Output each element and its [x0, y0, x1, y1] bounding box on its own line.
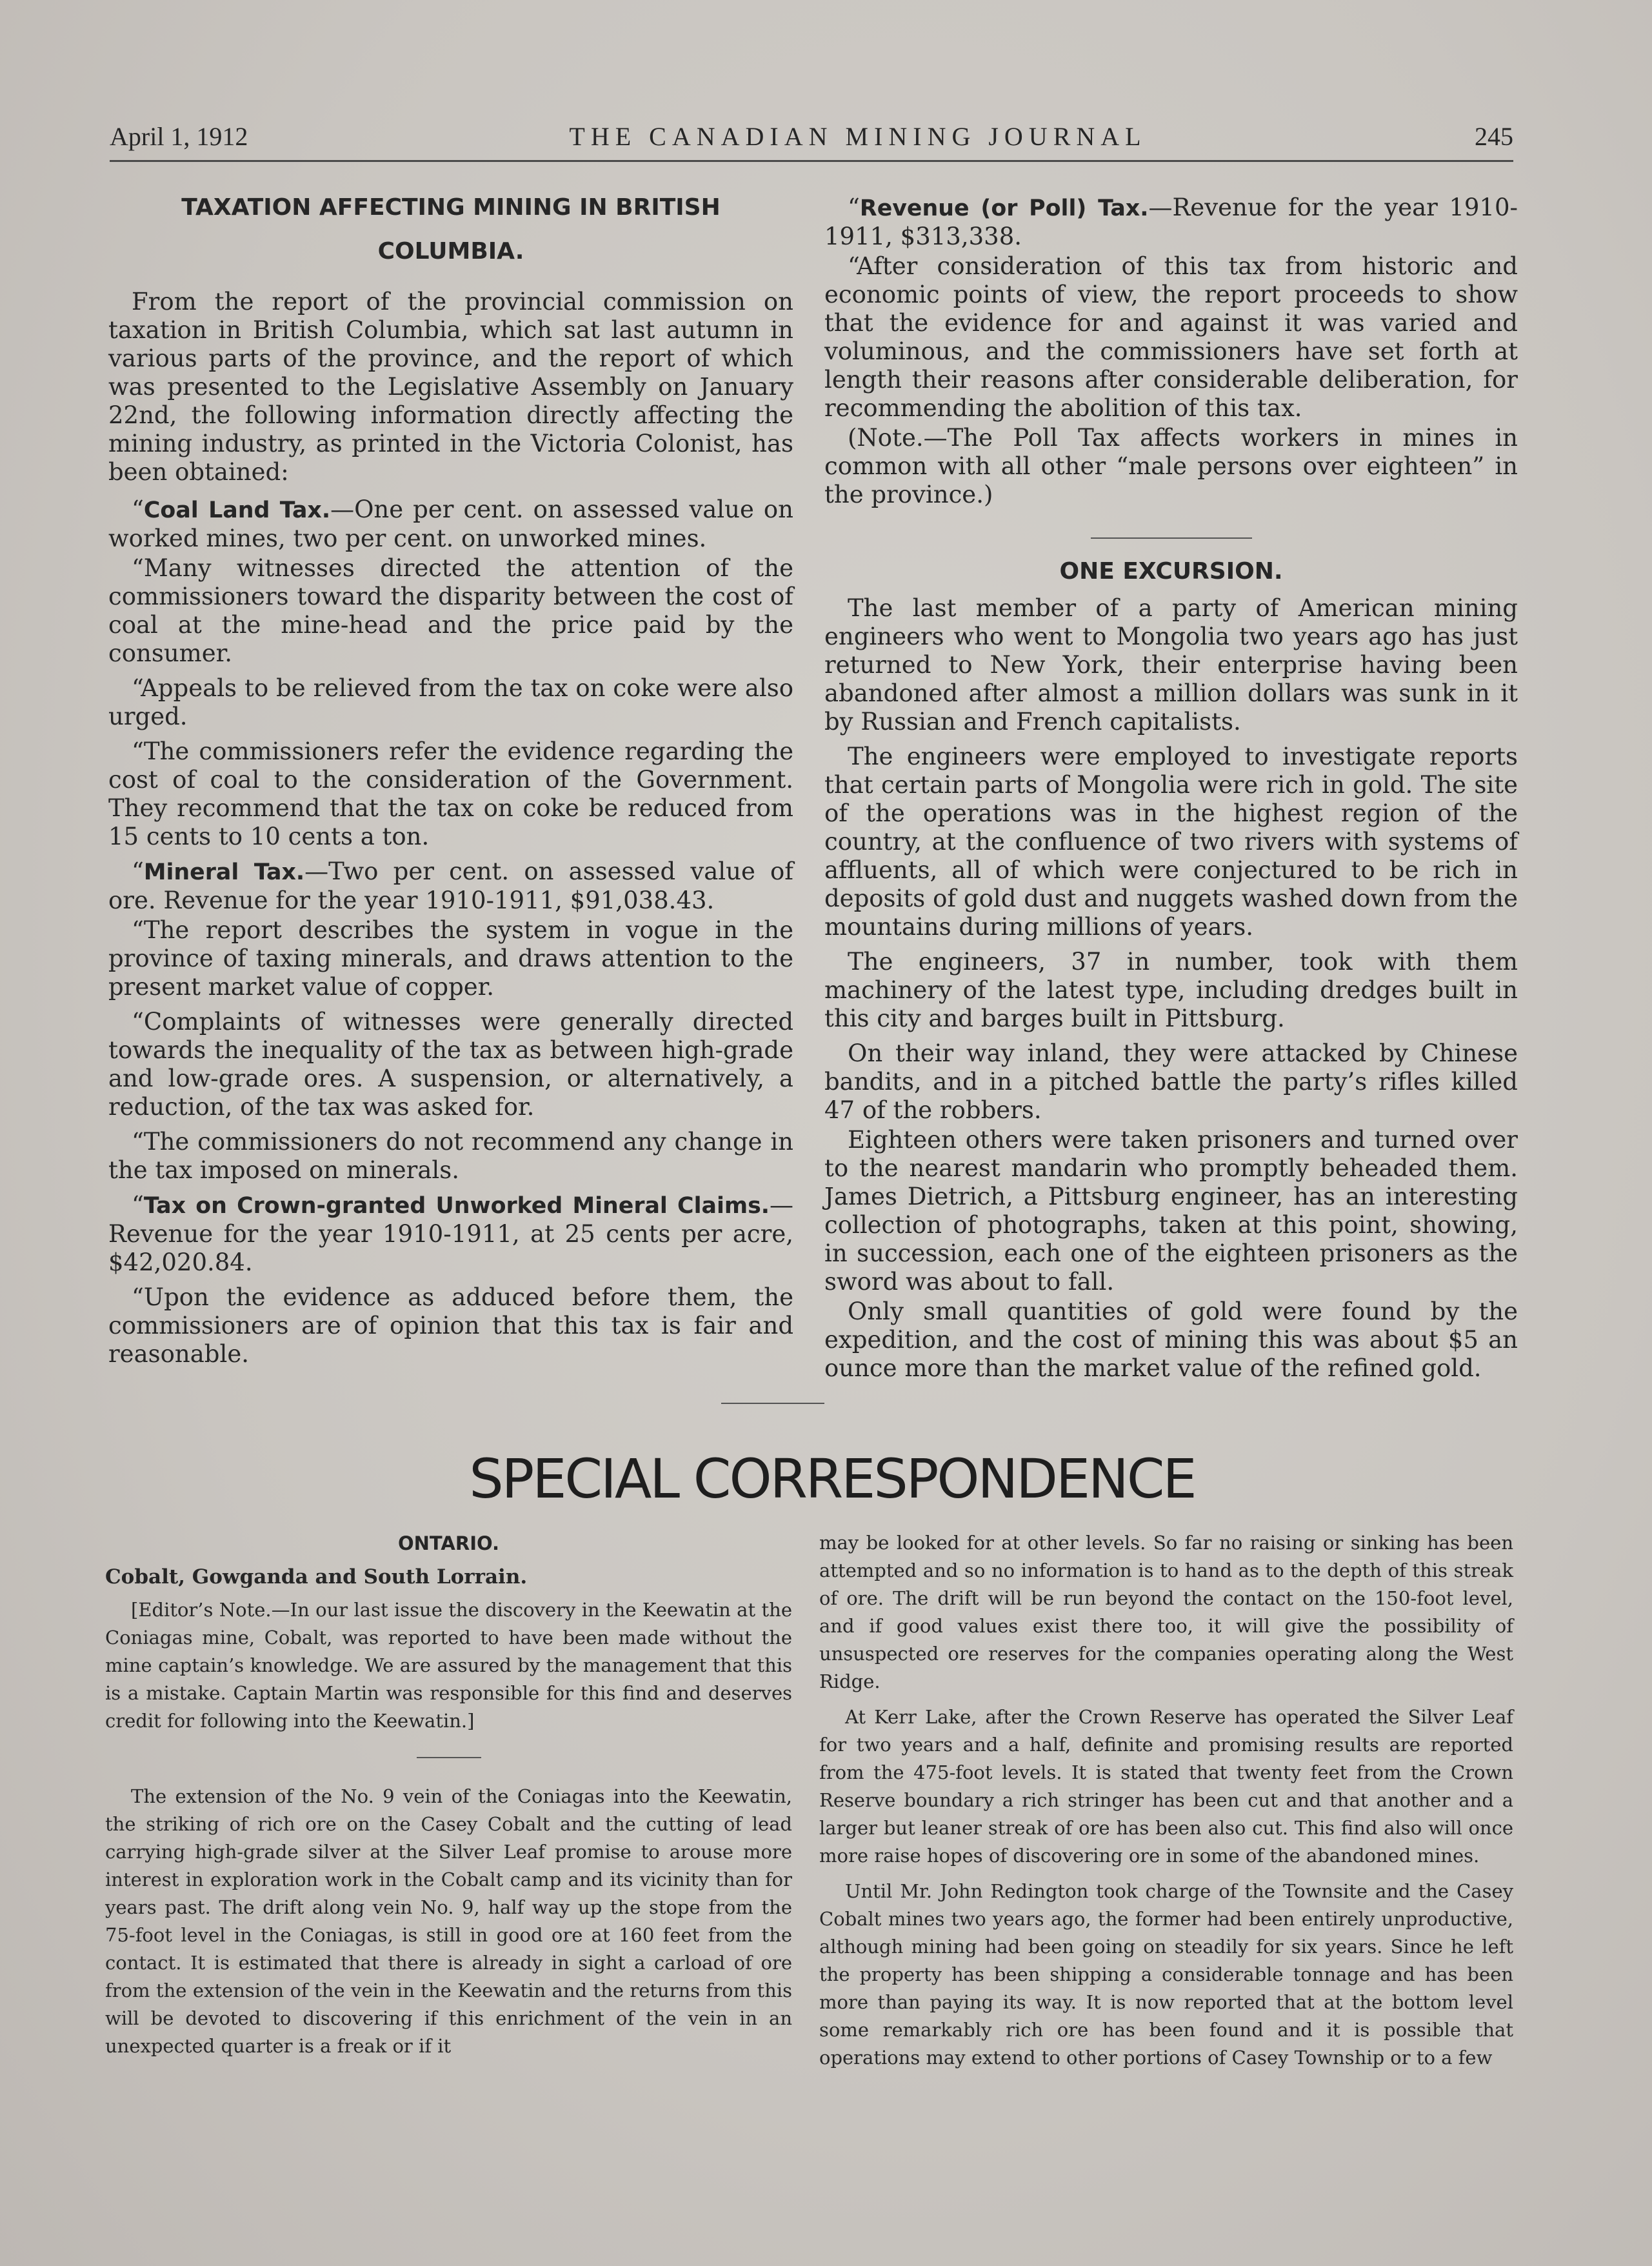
- paragraph: The engineers, 37 in number, took with them machinery of the latest type, including dredges built in this city and barges built in Pittsburg.: [824, 948, 1518, 1032]
- paragraph: At Kerr Lake, after the Crown Reserve has operated the Silver Leaf for two years and a half, definite and promising results are reported from the 475-foot levels. It is stated that twenty feet from the Crown Reserve boundary a rich stringer has been cut and that another and a larger but leaner streak of ore has been also cut. This find also will once more raise hopes of discovering ore in some of the abandoned mines.: [819, 1706, 1513, 1867]
- taxation-article: [108, 186, 793, 1370]
- paragraph: The last member of a party of American mining engineers who went to Mongolia two years ago has just returned to New York, their enterprise having been abandoned after almost a million dollars was sunk in it by Russian and French capitalists.: [824, 594, 1518, 736]
- section-divider: [721, 1403, 824, 1404]
- paragraph: The engineers were employed to investigate reports that certain parts of Mongolia were rich in gold. The site of the operations was in the highest region of the country, at the confluence of two rivers with systems of affluents, all of which were conjectured to be rich in deposits of gold dust and nuggets washed down from the mountains during millions of years.: [824, 743, 1518, 941]
- running-head: [110, 121, 1513, 162]
- taxation-intro: From the report of the provincial commission on taxation in British Columbia, which sat last autumn in various parts of the province, and the report of which was presented to the Legislative Assembly on January 22nd, the following information directly affecting the mining industry, as printed in the Victoria Colonist, has been obtained:: [108, 288, 793, 486]
- coal-land-tax-paragraph: “Coal Land Tax.—One per cent. on assessed value on worked mines, two per cent. on unworked mines.: [108, 496, 793, 552]
- coal-land-tax-heading: Coal Land Tax.: [143, 497, 331, 523]
- editor-note: [Editor’s Note.—In our last issue the discovery in the Keewatin at the Coniagas mine, Cobalt, was reported to have been made without the mine captain’s knowledge. We are assured by the management that this is a mistake. Captain Martin was responsible for this find and deserves credit for following into the Keewatin.]: [105, 1599, 792, 1732]
- paragraph: On their way inland, they were attacked by Chinese bandits, and in a pitched battle the party’s rifles killed 47 of the robbers.: [824, 1039, 1518, 1124]
- mineral-tax-paragraph: “Mineral Tax.—Two per cent. on assessed value of ore. Revenue for the year 1910-1911, $91,038.43.: [108, 857, 793, 914]
- issue-date: April 1, 1912: [110, 122, 248, 151]
- paragraph: Only small quantities of gold were found by the expedition, and the cost of mining this was about $5 an ounce more than the market value of the refined gold.: [824, 1298, 1518, 1382]
- paragraph: “After consideration of this tax from historic and economic points of view, the report proceeds to show that the evidence for and against it was varied and voluminous, and the commissioners have set forth at length their reasons after considerable deliberation, for recommending the abolition of this tax.: [824, 252, 1518, 422]
- region-heading: ONTARIO.: [397, 1532, 500, 1554]
- special-correspondence-title: SPECIAL CORRESPONDENCE: [469, 1447, 1195, 1510]
- taxation-title: TAXATION AFFECTING MINING IN BRITISH COLUMBIA.: [181, 194, 721, 265]
- paragraph: “The commissioners refer the evidence regarding the cost of coal to the consideration of the Government. They recommend that the tax on coke be reduced from 15 cents to 10 cents a ton.: [108, 737, 793, 850]
- mineral-tax-heading: Mineral Tax.: [143, 859, 305, 885]
- poll-tax-paragraph: “Revenue (or Poll) Tax.—Revenue for the year 1910-1911, $313,338.: [824, 194, 1518, 250]
- special-correspondence-left: [105, 1530, 792, 2068]
- divider: [417, 1757, 481, 1758]
- poll-tax-note: (Note.—The Poll Tax affects workers in mines in common with all other “male persons over eighteen” in the province.): [824, 424, 1518, 508]
- paragraph: “The report describes the system in vogue in the province of taxing minerals, and draws attention to the present market value of copper.: [108, 916, 793, 1001]
- excursion-title: ONE EXCURSION.: [1059, 558, 1283, 585]
- paragraph: may be looked for at other levels. So far no raising or sinking has been attempted and so no information is to hand as to the depth of this streak of ore. The drift will be run beyond the contact on the 150-foot level, and if good values exist there too, it will give the possibility of unsuspected ore reserves for the companies operating along the West Ridge.: [819, 1532, 1513, 1692]
- divider: [1091, 537, 1252, 539]
- special-correspondence-right: [819, 1529, 1513, 2080]
- paragraph: “Complaints of witnesses were generally directed towards the inequality of the tax as between high-grade and low-grade ores. A suspension, or alternatively, a reduction, of the tax was asked for.: [108, 1008, 793, 1121]
- journal-title: THE CANADIAN MINING JOURNAL: [569, 122, 1147, 151]
- paragraph: “Appeals to be relieved from the tax on coke were also urged.: [108, 674, 793, 730]
- paragraph: “Upon the evidence as adduced before them, the commissioners are of opinion that this tax is fair and reasonable.: [108, 1283, 793, 1368]
- paragraph: Eighteen others were taken prisoners and turned over to the nearest mandarin who promptly beheaded them. James Dietrich, a Pittsburg engineer, has an interesting collection of photographs, taken at this point, showing, in succession, each one of the eighteen prisoners as the sword was about to fall.: [824, 1126, 1518, 1296]
- subheading: Cobalt, Gowganda and South Lorrain.: [105, 1565, 528, 1589]
- crown-granted-heading: Tax on Crown-granted Unworked Mineral Claims.: [143, 1193, 770, 1219]
- poll-tax-heading: Revenue (or Poll) Tax.: [859, 196, 1149, 221]
- crown-granted-paragraph: “Tax on Crown-granted Unworked Mineral Claims.—Revenue for the year 1910-1911, at 25 cents per acre, $42,020.84.: [108, 1191, 793, 1276]
- paragraph: The extension of the No. 9 vein of the Coniagas into the Keewatin, the striking of rich ore on the Casey Cobalt and the cutting of lead carrying high-grade silver at the Silver Leaf promise to arouse more interest in exploration work in the Cobalt camp and its vicinity than for years past. The drift along vein No. 9, half way up the stope from the 75-foot level in the Coniagas, is still in good ore at 160 feet from the contact. It is estimated that there is already in sight a carload of ore from the extension of the vein in the Keewatin and the returns from this will be devoted to discovering if this enrichment of the vein in an unexpected quarter is a freak or if it: [105, 1785, 792, 2057]
- paragraph: Until Mr. John Redington took charge of the Townsite and the Casey Cobalt mines two years ago, the former had been entirely unproductive, although mining had been going on steadily for six years. Since he left the property has been shipping a considerable tonnage and has been more than paying its way. It is now reported that at the bottom level some remarkably rich ore has been found and it is possible that operations may extend to other portions of Casey Township or to a few: [819, 1880, 1513, 2069]
- paragraph: “The commissioners do not recommend any change in the tax imposed on minerals.: [108, 1128, 793, 1184]
- upper-right-column: [824, 194, 1518, 1384]
- paragraph: “Many witnesses directed the attention of the commissioners toward the disparity between the cost of coal at the mine-head and the price paid by the consumer.: [108, 554, 793, 667]
- page-number: 245: [1475, 122, 1513, 151]
